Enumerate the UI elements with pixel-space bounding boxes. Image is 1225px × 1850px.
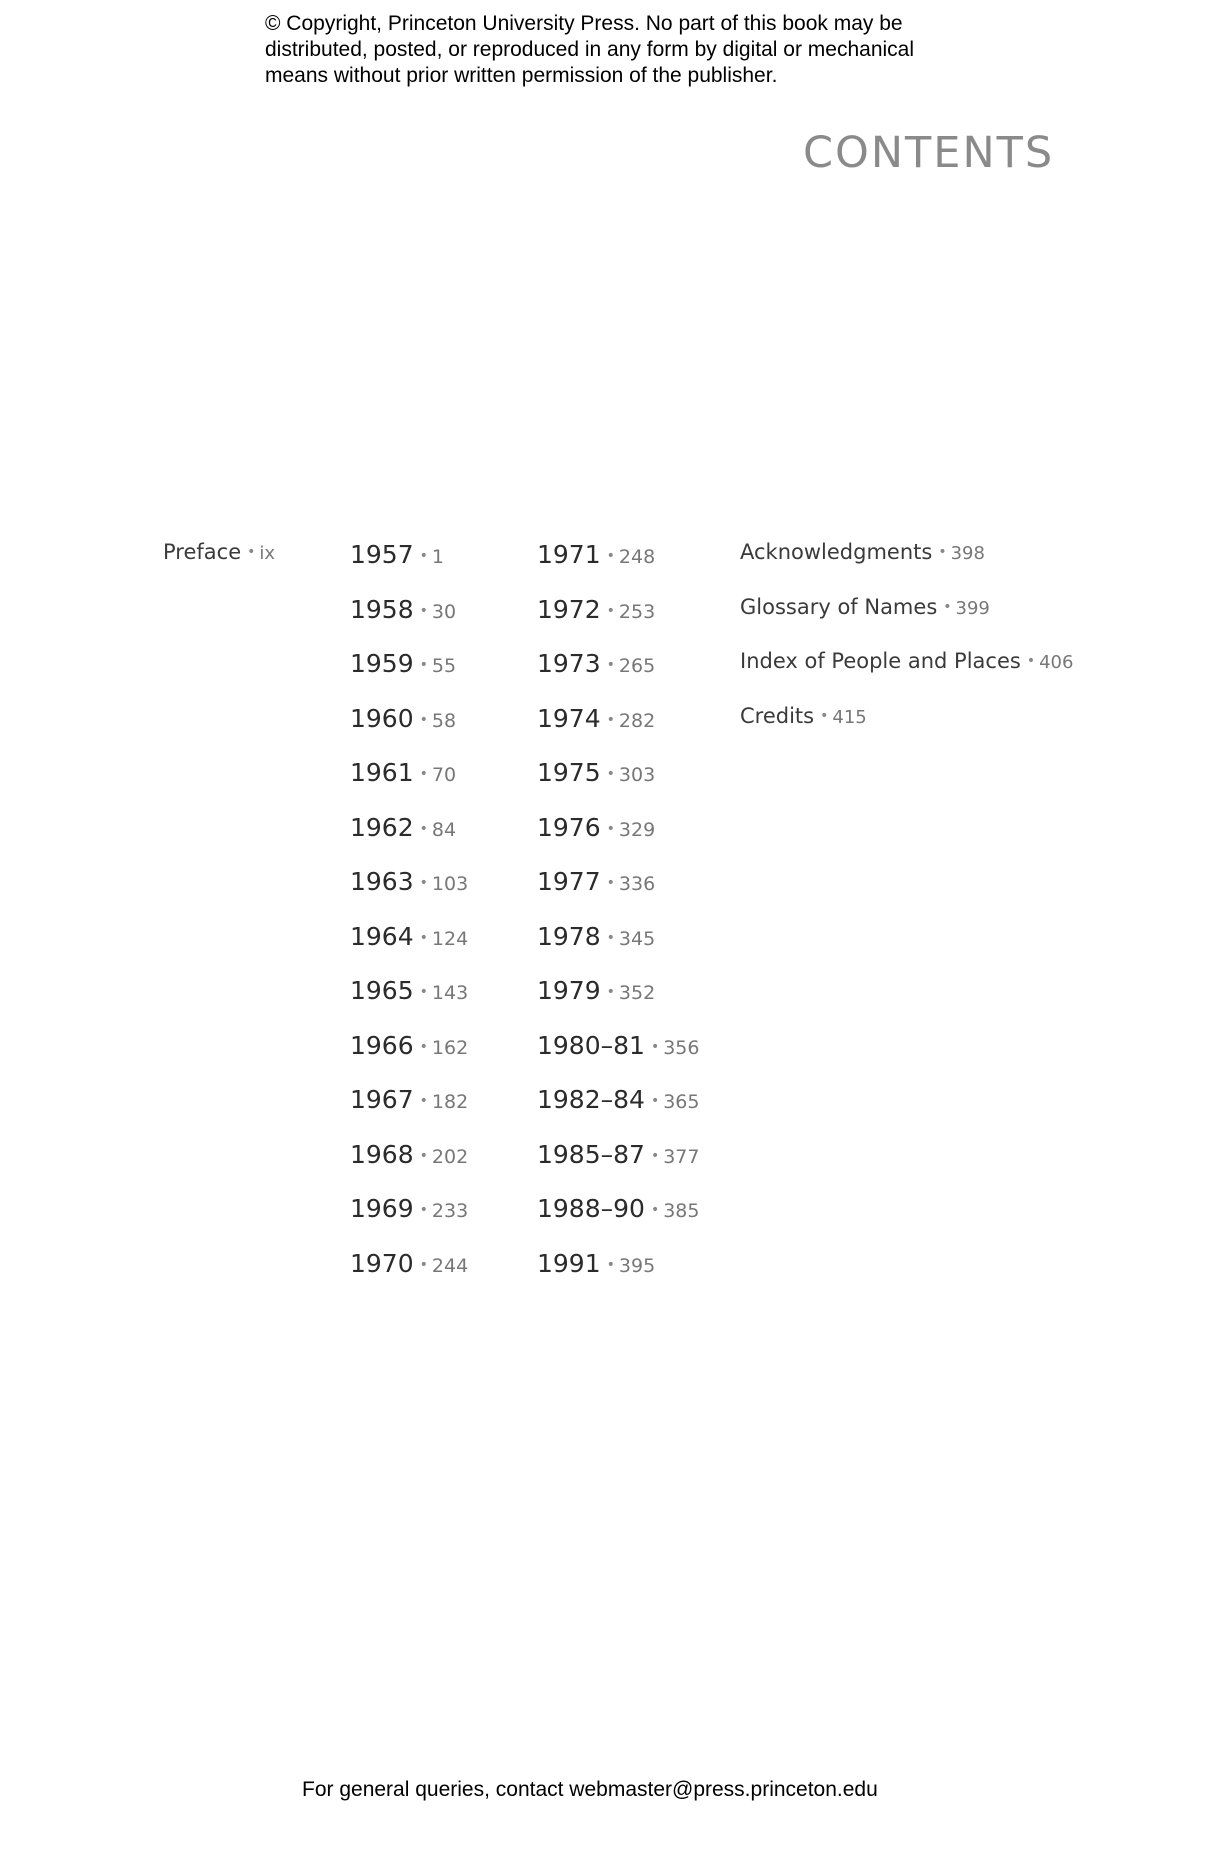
toc-entry-page: 30 xyxy=(431,600,457,623)
toc-entry xyxy=(350,1138,468,1172)
toc-entry xyxy=(350,1247,468,1281)
toc-entry-page: 84 xyxy=(431,818,457,841)
toc-entry-label: 1976 xyxy=(537,812,601,842)
toc-entry-label: 1958 xyxy=(350,594,414,624)
toc-entry xyxy=(350,920,468,954)
bullet-separator: • xyxy=(650,1038,660,1055)
bullet-separator: • xyxy=(606,820,615,837)
toc-entry-label: Glossary of Names xyxy=(740,594,938,619)
bullet-separator: • xyxy=(606,548,615,564)
toc-entry xyxy=(740,535,985,569)
toc-entry-label: 1975 xyxy=(537,758,601,787)
toc-entry xyxy=(537,538,655,572)
toc-entry-page: 329 xyxy=(618,818,656,841)
toc-entry-label: 1970 xyxy=(350,1248,414,1278)
footer-contact: For general queries, contact webmaster@press.princeton.edu xyxy=(302,1778,878,1801)
toc-entry-label: Index of People and Places xyxy=(740,649,1021,673)
bullet-separator: • xyxy=(606,875,615,891)
toc-entry-page: 248 xyxy=(618,546,656,568)
toc-entry xyxy=(537,647,655,681)
toc-entry xyxy=(537,811,655,845)
toc-entry-page: 182 xyxy=(431,1091,469,1113)
toc-entry-label: Acknowledgments xyxy=(740,540,933,564)
bullet-separator: • xyxy=(606,602,615,619)
toc-entry xyxy=(350,538,444,572)
toc-entry xyxy=(537,1247,655,1281)
toc-entry-label: 1963 xyxy=(350,867,414,896)
toc-entry-label: 1961 xyxy=(350,758,414,787)
toc-entry-label: 1985–87 xyxy=(537,1139,645,1169)
toc-entry-page: 398 xyxy=(950,543,985,564)
toc-entry-label: 1964 xyxy=(350,921,414,951)
toc-entry-label: 1967 xyxy=(350,1085,414,1114)
toc-entry-page: 124 xyxy=(431,927,469,950)
toc-entry xyxy=(350,1029,468,1063)
toc-entry-page: 244 xyxy=(431,1254,469,1277)
bullet-separator: • xyxy=(1026,653,1036,669)
toc-entry xyxy=(350,1083,468,1117)
bullet-separator: • xyxy=(419,984,428,1000)
toc-entry-page: 345 xyxy=(618,927,656,950)
toc-entry xyxy=(537,702,655,736)
bullet-separator: • xyxy=(606,1256,615,1273)
toc-entry-label: 1988–90 xyxy=(537,1194,645,1223)
page-title: CONTENTS xyxy=(803,128,1055,178)
bullet-separator: • xyxy=(820,707,829,724)
bullet-separator: • xyxy=(419,711,428,728)
toc-entry-page: 1 xyxy=(431,546,444,568)
toc-entry xyxy=(537,1138,699,1172)
toc-entry-page: 143 xyxy=(431,982,469,1004)
toc-entry-label: 1959 xyxy=(350,649,414,678)
toc-entry xyxy=(350,1192,468,1226)
toc-entry-page: 385 xyxy=(663,1200,700,1222)
toc-entry-page: 399 xyxy=(955,597,990,619)
bullet-separator: • xyxy=(419,1147,428,1164)
toc-entry-page: 415 xyxy=(832,706,867,728)
toc-entry xyxy=(740,699,867,733)
bullet-separator: • xyxy=(938,544,947,560)
toc-entry-label: 1973 xyxy=(537,649,601,678)
toc-entry xyxy=(350,593,456,627)
toc-entry xyxy=(350,756,456,790)
toc-entry xyxy=(537,974,655,1008)
toc-entry-label: 1968 xyxy=(350,1139,414,1169)
toc-entry xyxy=(740,644,1073,678)
bullet-separator: • xyxy=(650,1093,660,1109)
toc-entry xyxy=(537,1192,699,1226)
toc-entry xyxy=(537,593,655,627)
bullet-separator: • xyxy=(419,602,428,619)
bullet-separator: • xyxy=(606,984,615,1000)
copyright-notice xyxy=(265,11,985,89)
toc-entry-page: 406 xyxy=(1039,652,1074,673)
toc-entry-label: 1957 xyxy=(350,540,414,569)
toc-entry-page: 352 xyxy=(618,982,656,1004)
toc-entry xyxy=(350,865,468,899)
bullet-separator: • xyxy=(419,657,428,673)
toc-entry-label: Preface xyxy=(163,540,242,564)
copyright-line: distributed, posted, or reproduced in any form by digital or mechanical xyxy=(265,38,915,61)
bullet-separator: • xyxy=(419,1256,428,1273)
toc-entry-page: 162 xyxy=(431,1036,469,1059)
toc-entry-label: 1980–81 xyxy=(537,1030,645,1060)
toc-entry-label: 1974 xyxy=(537,703,601,733)
toc-entry-page: 395 xyxy=(618,1254,656,1277)
bullet-separator: • xyxy=(650,1147,660,1164)
bullet-separator: • xyxy=(419,1038,428,1055)
toc-entry-page: 70 xyxy=(431,764,457,786)
toc-entry-page: 377 xyxy=(663,1145,700,1168)
toc-entry-page: 253 xyxy=(618,600,656,623)
toc-entry xyxy=(350,811,456,845)
toc-entry xyxy=(350,702,456,736)
toc-entry xyxy=(537,865,655,899)
bullet-separator: • xyxy=(419,820,428,837)
bullet-separator: • xyxy=(606,711,615,728)
toc-entry-page: 265 xyxy=(618,655,656,677)
copyright-line: © Copyright, Princeton University Press. No part of this book may be xyxy=(265,12,903,35)
bullet-separator: • xyxy=(419,1093,428,1109)
toc-entry xyxy=(537,1083,699,1117)
toc-entry-label: 1969 xyxy=(350,1194,414,1223)
toc-entry-label: 1979 xyxy=(537,976,601,1005)
toc-entry-page: 365 xyxy=(663,1091,700,1113)
toc-entry-label: 1965 xyxy=(350,976,414,1005)
bullet-separator: • xyxy=(419,548,428,564)
toc-entry-label: 1978 xyxy=(537,921,601,951)
toc-entry-label: 1972 xyxy=(537,594,601,624)
toc-entry xyxy=(740,590,990,624)
bullet-separator: • xyxy=(419,1202,428,1218)
toc-entry xyxy=(350,974,468,1008)
toc-entry-page: 336 xyxy=(618,873,656,895)
toc-entry-label: 1966 xyxy=(350,1030,414,1060)
bullet-separator: • xyxy=(606,657,615,673)
copyright-line: means without prior written permission of the publisher. xyxy=(265,64,778,87)
toc-entry-label: 1982–84 xyxy=(537,1085,645,1114)
bullet-separator: • xyxy=(419,929,428,946)
toc-entry xyxy=(163,535,275,569)
toc-entry xyxy=(537,920,655,954)
toc-entry xyxy=(350,647,456,681)
bullet-separator: • xyxy=(419,875,428,891)
toc-entry-label: 1962 xyxy=(350,812,414,842)
toc-entry-label: 1991 xyxy=(537,1248,601,1278)
toc-entry-label: Credits xyxy=(740,703,815,728)
toc-entry xyxy=(537,756,655,790)
toc-entry-page: 58 xyxy=(431,709,457,732)
toc-entry-page: 356 xyxy=(663,1036,700,1059)
toc-entry-page: ix xyxy=(259,543,276,564)
toc-entry-page: 202 xyxy=(431,1145,469,1168)
toc-entry-page: 282 xyxy=(618,709,656,732)
toc-entry-page: 303 xyxy=(618,764,656,786)
toc-entry-page: 103 xyxy=(431,873,469,895)
toc-entry xyxy=(537,1029,699,1063)
toc-entry-label: 1977 xyxy=(537,867,601,896)
bullet-separator: • xyxy=(650,1202,660,1218)
bullet-separator: • xyxy=(247,544,256,560)
toc-entry-page: 55 xyxy=(431,655,457,677)
bullet-separator: • xyxy=(943,598,952,615)
bullet-separator: • xyxy=(419,766,428,782)
toc-entry-page: 233 xyxy=(431,1200,469,1222)
bullet-separator: • xyxy=(606,766,615,782)
bullet-separator: • xyxy=(606,929,615,946)
toc-entry-label: 1960 xyxy=(350,703,414,733)
toc-entry-label: 1971 xyxy=(537,540,601,569)
